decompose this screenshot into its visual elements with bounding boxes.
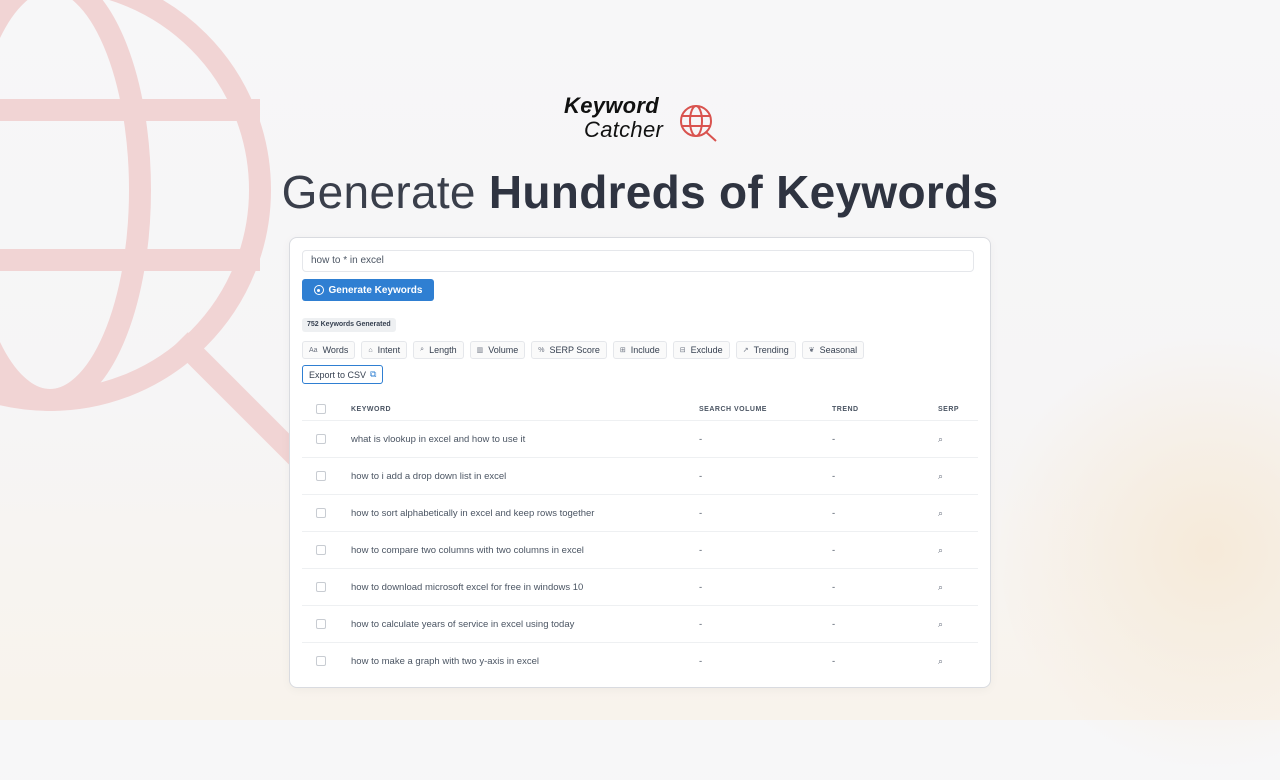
trend-cell: -	[832, 655, 836, 667]
keyword-cell: how to calculate years of service in excel using today	[351, 618, 575, 630]
filter-length[interactable]	[413, 341, 463, 359]
row-checkbox[interactable]	[316, 545, 326, 555]
filter-label: SERP Score	[549, 345, 600, 355]
table-row	[302, 642, 978, 679]
volume-cell: -	[699, 581, 703, 593]
volume-cell: -	[699, 507, 703, 519]
row-checkbox[interactable]	[316, 508, 326, 518]
filter-label: Seasonal	[819, 345, 858, 355]
external-link-icon: ⧉	[370, 369, 377, 379]
trend-cell: -	[832, 544, 836, 556]
headline-bold: Hundreds of Keywords	[488, 166, 999, 218]
app-card	[289, 237, 991, 688]
filter-seasonal[interactable]	[802, 341, 864, 359]
filter-label: Include	[630, 345, 660, 355]
keyword-cell: how to compare two columns with two columns in excel	[351, 544, 584, 556]
trend-cell: -	[832, 618, 836, 630]
filter-include[interactable]	[613, 341, 667, 359]
keyword-catcher-logo	[562, 93, 722, 145]
row-checkbox[interactable]	[316, 619, 326, 629]
filter-label: Exclude	[690, 345, 723, 355]
trend-cell: -	[832, 507, 836, 519]
volume-cell: -	[699, 655, 703, 667]
filter-label: Words	[322, 345, 349, 355]
header-trend[interactable]: TREND	[832, 405, 859, 413]
headline-light: Generate	[281, 166, 489, 218]
filter-bar	[302, 341, 864, 359]
search-icon: ⌕	[420, 346, 425, 353]
bar-chart-icon: ▥	[476, 347, 484, 354]
target-icon	[314, 285, 324, 295]
serp-search-icon[interactable]: ⌕	[938, 618, 944, 629]
header-search-volume[interactable]: SEARCH VOLUME	[699, 405, 767, 413]
serp-search-icon[interactable]: ⌕	[938, 581, 944, 592]
keywords-table	[302, 398, 978, 679]
volume-cell: -	[699, 470, 703, 482]
select-all-checkbox[interactable]	[316, 404, 326, 414]
volume-cell: -	[699, 433, 703, 445]
serp-search-icon[interactable]: ⌕	[938, 655, 944, 666]
row-checkbox[interactable]	[316, 656, 326, 666]
filter-volume[interactable]	[470, 341, 526, 359]
trend-cell: -	[832, 470, 836, 482]
generate-keywords-label: Generate Keywords	[328, 284, 423, 296]
header-keyword[interactable]: KEYWORD	[351, 405, 392, 413]
minus-square-icon: ⊟	[679, 347, 686, 354]
logo-line-2: Catcher	[584, 117, 664, 142]
table-row	[302, 420, 978, 457]
filter-exclude[interactable]	[673, 341, 730, 359]
serp-search-icon[interactable]: ⌕	[938, 507, 944, 518]
volume-cell: -	[699, 618, 703, 630]
volume-cell: -	[699, 544, 703, 556]
text-size-icon: Aa	[309, 346, 318, 354]
generate-keywords-button[interactable]	[302, 279, 434, 301]
table-header	[302, 398, 978, 420]
table-row	[302, 531, 978, 568]
table-row	[302, 568, 978, 605]
keyword-cell: how to make a graph with two y-axis in excel	[351, 655, 539, 667]
serp-search-icon[interactable]: ⌕	[938, 544, 944, 555]
filter-label: Trending	[753, 345, 789, 355]
filter-words[interactable]	[302, 341, 355, 359]
trend-up-icon: ↗	[742, 347, 749, 354]
export-csv-button[interactable]	[302, 365, 383, 384]
keyword-cell: how to sort alphabetically in excel and keep rows together	[351, 507, 595, 519]
trend-cell: -	[832, 433, 836, 445]
filter-intent[interactable]	[361, 341, 407, 359]
row-checkbox[interactable]	[316, 471, 326, 481]
filter-label: Length	[429, 345, 457, 355]
net-icon	[676, 103, 720, 143]
header-serp[interactable]: SERP	[938, 405, 960, 413]
row-checkbox[interactable]	[316, 582, 326, 592]
keyword-cell: how to download microsoft excel for free in windows 10	[351, 581, 584, 593]
seed-keyword-input[interactable]	[302, 250, 974, 272]
globe-background-icon	[0, 0, 300, 480]
table-row	[302, 494, 978, 531]
keywords-count-badge: 752 Keywords Generated	[302, 318, 396, 332]
serp-search-icon[interactable]: ⌕	[938, 433, 944, 444]
house-icon: ⌂	[368, 346, 373, 354]
leaf-icon: ❦	[808, 347, 815, 354]
table-row	[302, 457, 978, 494]
trend-cell: -	[832, 581, 836, 593]
serp-search-icon[interactable]: ⌕	[938, 470, 944, 481]
row-checkbox[interactable]	[316, 434, 326, 444]
filter-label: Intent	[377, 345, 401, 355]
page-headline	[0, 165, 1280, 219]
background-blob	[1000, 320, 1280, 780]
logo-line-1: Keyword	[564, 93, 660, 118]
table-row	[302, 605, 978, 642]
percent-icon: %	[538, 346, 545, 354]
keyword-cell: how to i add a drop down list in excel	[351, 470, 507, 482]
keyword-cell: what is vlookup in excel and how to use it	[351, 433, 526, 445]
export-csv-label: Export to CSV	[309, 369, 367, 380]
filter-label: Volume	[488, 345, 519, 355]
plus-square-icon: ⊞	[619, 347, 626, 354]
filter-serp-score[interactable]	[531, 341, 607, 359]
filter-trending[interactable]	[736, 341, 796, 359]
